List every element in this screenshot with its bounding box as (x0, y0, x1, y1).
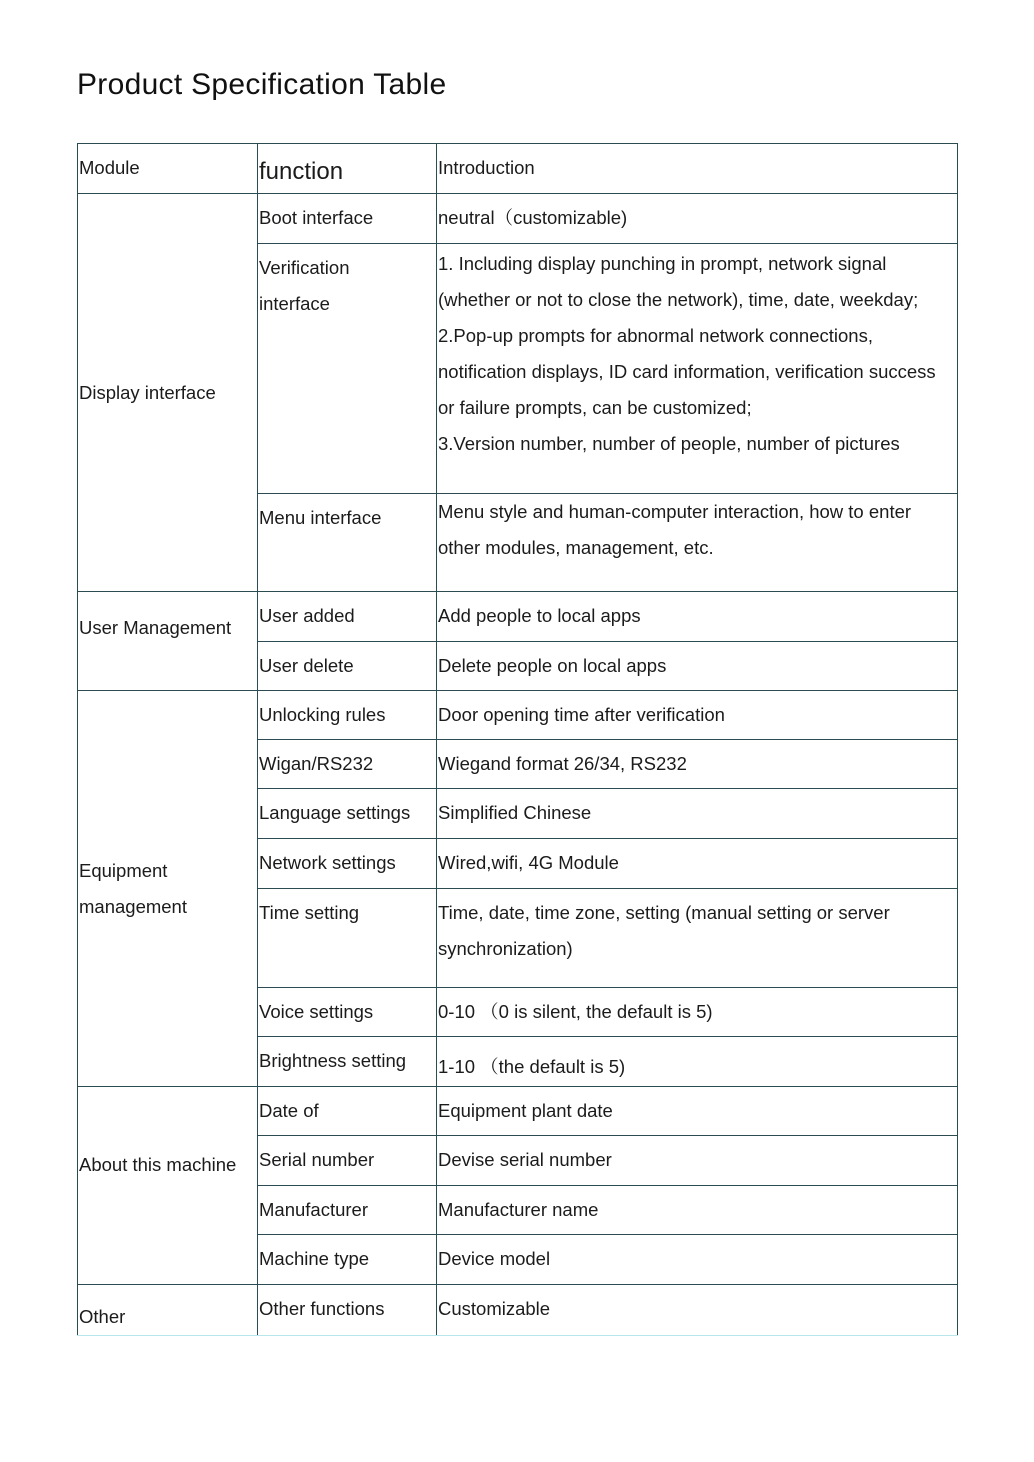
module-cell (78, 691, 258, 1087)
function-cell (258, 244, 437, 494)
introduction-text: Time, date, time zone, setting (manual setting or server synchronization) (438, 902, 890, 959)
function-label: Brightness setting (259, 1050, 407, 1071)
header-module (78, 144, 258, 194)
header-function (258, 144, 437, 194)
header-function-text: function (259, 158, 344, 185)
introduction-text: Delete people on local apps (438, 655, 667, 676)
introduction-text: 0-10 （0 is silent, the default is 5) (438, 1001, 713, 1022)
introduction-text: 2.Pop-up prompts for abnormal network connections, notification displays, ID card information, verification success or failure prompts, can be customized; (438, 325, 936, 418)
introduction-cell (437, 592, 958, 642)
introduction-cell (437, 244, 958, 494)
function-label: User delete (259, 655, 354, 676)
function-cell (258, 494, 437, 592)
introduction-cell (437, 1136, 958, 1186)
function-cell (258, 839, 437, 889)
module-label: User Management (79, 617, 232, 638)
introduction-text: Add people to local apps (438, 605, 641, 626)
function-cell (258, 194, 437, 244)
function-cell (258, 1285, 437, 1336)
function-cell (258, 889, 437, 988)
introduction-text: Device model (438, 1248, 551, 1269)
function-cell (258, 1037, 437, 1087)
function-cell (258, 1186, 437, 1235)
introduction-cell (437, 1037, 958, 1087)
introduction-text: neutral（customizable) (438, 207, 628, 228)
introduction-text: Manufacturer name (438, 1199, 599, 1220)
function-label: Serial number (259, 1149, 375, 1170)
introduction-cell (437, 642, 958, 691)
function-label: Unlocking rules (259, 704, 386, 725)
introduction-text: Equipment plant date (438, 1100, 613, 1121)
function-label: User added (259, 605, 355, 626)
page-title: Product Specification Table (77, 68, 447, 101)
introduction-cell (437, 1087, 958, 1136)
module-cell (78, 592, 258, 691)
module-label: Equipment management (79, 859, 187, 917)
module-cell (78, 1285, 258, 1336)
function-cell (258, 988, 437, 1037)
introduction-text: Devise serial number (438, 1149, 612, 1170)
table-row (78, 592, 958, 642)
introduction-text: Menu style and human-computer interaction, how to enter other modules, management, etc. (438, 501, 912, 558)
table-row (78, 194, 958, 244)
function-label: Manufacturer (259, 1199, 368, 1220)
introduction-cell (437, 1186, 958, 1235)
table-row (78, 1087, 958, 1136)
introduction-cell (437, 889, 958, 988)
header-introduction (437, 144, 958, 194)
introduction-text: 1-10 （the default is 5) (438, 1056, 626, 1077)
function-label: Voice settings (259, 1001, 374, 1022)
introduction-text: 1. Including display punching in prompt, network signal (whether or not to close the network), time, date, weekday; (438, 253, 919, 310)
function-label: Date of (259, 1100, 319, 1121)
header-module-text: Module (79, 157, 140, 178)
module-cell (78, 194, 258, 592)
introduction-text: Simplified Chinese (438, 802, 592, 823)
function-label: Verification interface (259, 257, 350, 314)
table-row (78, 691, 958, 740)
introduction-text: 3.Version number, number of people, number of pictures (438, 433, 900, 454)
function-cell (258, 642, 437, 691)
function-cell (258, 789, 437, 839)
spec-table (77, 143, 958, 1336)
function-cell (258, 1235, 437, 1285)
introduction-cell (437, 839, 958, 889)
introduction-cell (437, 1285, 958, 1336)
introduction-cell (437, 740, 958, 789)
introduction-cell (437, 194, 958, 244)
introduction-text: Door opening time after verification (438, 704, 725, 725)
function-label: Language settings (259, 802, 411, 823)
module-label: About this machine (79, 1154, 237, 1175)
function-cell (258, 1087, 437, 1136)
table-row (78, 1285, 958, 1336)
function-cell (258, 691, 437, 740)
function-label: Menu interface (259, 507, 382, 528)
function-cell (258, 740, 437, 789)
introduction-text: Wiegand format 26/34, RS232 (438, 753, 687, 774)
function-label: Boot interface (259, 207, 374, 228)
introduction-cell (437, 789, 958, 839)
introduction-cell (437, 494, 958, 592)
introduction-cell (437, 691, 958, 740)
function-label: Machine type (259, 1248, 370, 1269)
introduction-cell (437, 1235, 958, 1285)
introduction-cell (437, 988, 958, 1037)
introduction-text: Wired,wifi, 4G Module (438, 852, 619, 873)
function-cell (258, 592, 437, 642)
function-label: Wigan/RS232 (259, 753, 374, 774)
function-cell (258, 1136, 437, 1186)
function-label: Other functions (259, 1298, 385, 1319)
function-label: Network settings (259, 852, 396, 873)
module-cell (78, 1087, 258, 1285)
module-label: Other (79, 1306, 126, 1327)
introduction-text: Customizable (438, 1298, 551, 1319)
header-introduction-text: Introduction (438, 157, 535, 178)
table-header-row (78, 144, 958, 194)
module-label: Display interface (79, 381, 216, 403)
function-label: Time setting (259, 902, 360, 923)
